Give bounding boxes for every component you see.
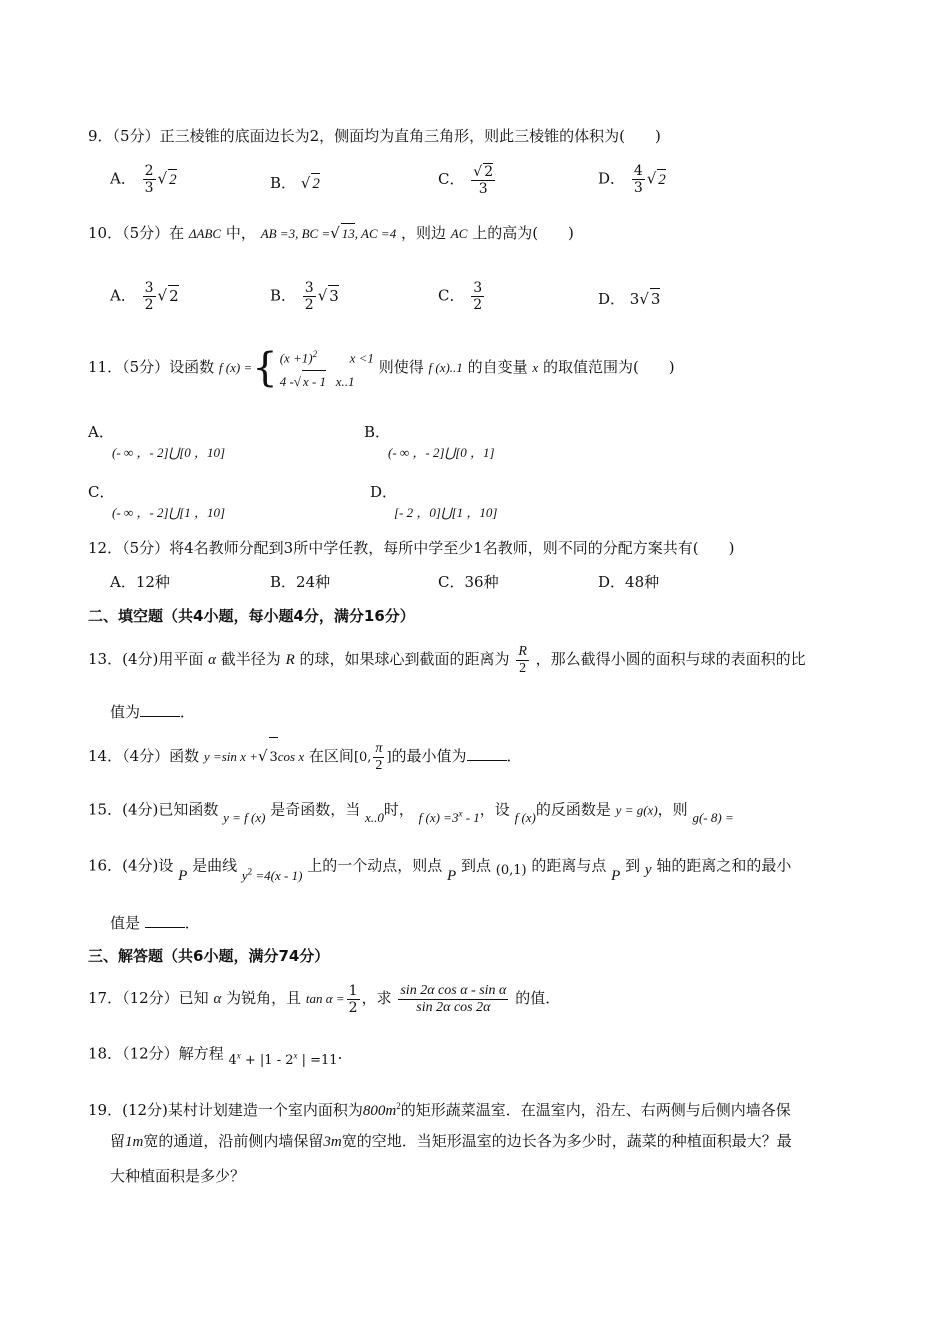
condition: x..0 (365, 810, 384, 826)
question-18-stem: 18．（12分）解方程 $4^x + |1 - 2^x$ | =11． (88, 1044, 353, 1069)
section-2-heading: 二、填空题（共4小题，每小题4分，满分16分） (88, 607, 415, 625)
question-17-stem (88, 978, 560, 1019)
variable: α (213, 991, 222, 1007)
text: 值为 (110, 703, 141, 721)
denominator: sin 2α cos 2α (416, 999, 491, 1015)
option-label: B． (364, 423, 391, 441)
fraction: $\frac{4}{3}$ (633, 163, 643, 196)
q9-option-c (438, 163, 497, 197)
text: 为锐角，且 (226, 989, 302, 1007)
text: 14．（4分）函数 (88, 747, 200, 765)
fraction (398, 983, 508, 1016)
text: 时， (383, 800, 414, 819)
option-label: D． (598, 169, 626, 188)
answer-blank[interactable] (140, 702, 180, 717)
interval: [0, (353, 750, 372, 765)
question-13-stem (88, 640, 806, 679)
q11-option-b (364, 422, 495, 463)
inequality: f (x)..1 (428, 360, 463, 375)
text: 轴的距离之和的最小 (656, 856, 792, 875)
width: 1m (125, 1134, 144, 1150)
expression: f (x) (514, 810, 536, 826)
question-11-stem (88, 342, 675, 393)
fraction: $\frac{√ 2}{3}$ (473, 164, 494, 197)
text: ，那么截得小圆的面积与球的表面积的比 (535, 650, 806, 668)
text: 宽的空地．当矩形温室的边长各为多少时，蔬菜的种植面积最大？最 (341, 1132, 792, 1150)
condition: , AC =4 (354, 226, 397, 241)
function-name: f (x) = (218, 360, 253, 375)
fraction: $\frac{3}{2}$ (144, 280, 154, 313)
option-value: (- ∞ ，- 2]⋃[0 ，1] (388, 445, 495, 460)
area: 800m (362, 1103, 397, 1119)
option-value: (- ∞ ，- 2]⋃[1 ，10] (112, 505, 226, 520)
expression: =4(x - 1) (252, 868, 303, 884)
text: 在区间 (308, 747, 354, 765)
text: 留 (110, 1132, 126, 1150)
option-value: (- ∞ ，- 2]⋃[0 ，10] (112, 445, 226, 460)
q11-option-c (88, 482, 225, 523)
case-2-condition: x..1 (335, 373, 355, 389)
axis-label: y (644, 862, 652, 879)
text: 大种植面积是多少？ (110, 1167, 246, 1185)
radicand: 13 (341, 223, 355, 244)
q12-option-b (270, 572, 330, 592)
text: ． (184, 914, 200, 932)
expression: - 1 (462, 810, 480, 826)
q10-option-b: B． $\frac{3}{2}$ √ 3 (270, 280, 339, 313)
fraction: $\frac{2}{3}$ (144, 163, 154, 196)
text: 的距离与点 (531, 856, 607, 875)
section-3-heading: 三、解答题（共6小题，满分74分） (88, 947, 330, 965)
q11-option-d (370, 482, 497, 523)
option-label: D． (370, 483, 398, 501)
text: 的值． (515, 989, 561, 1007)
text: 的反函数是 (535, 800, 611, 819)
question-12-text: 12．（5分）将4名教师分配到3所中学任教，每所中学至少1名教师，则不同的分配方案共有( ) (88, 539, 735, 557)
text: 宽的通道，沿前侧内墙保留 (143, 1132, 324, 1150)
text: 的球，如果球心到截面的距离为 (299, 650, 510, 668)
q9-option-a: A． $\frac{2}{3}$ √ 2 (110, 163, 177, 196)
fraction: $\frac{3}{2}$ (473, 280, 483, 313)
point-label: P (178, 868, 188, 885)
case-1-condition: x <1 (349, 350, 374, 366)
option-label: C． (88, 483, 115, 501)
width: 3m (323, 1134, 342, 1150)
question-13-line-2 (110, 702, 195, 722)
text: ． (180, 703, 196, 721)
text: ，设 (479, 800, 510, 819)
point: (0,1) (495, 863, 527, 879)
question-15-stem: 15．(4分)已知函数 y = f (x) 是奇函数，当 x..0时， f $(x) =3^x - 1$，设 f (x)的反函数是 y = g(x)，则 g(- 8) = (88, 800, 734, 826)
text: 到点 (460, 856, 491, 875)
text: ． (337, 1044, 353, 1063)
option-label: C． (438, 170, 465, 188)
expression: | =11 (297, 1053, 338, 1069)
question-19-line-2 (110, 1131, 792, 1152)
condition: AB =3, BC = (260, 226, 331, 241)
text: 17．（12分）已知 (88, 989, 209, 1007)
q9-option-b: B． √ 2 (270, 174, 320, 192)
variable: α (208, 652, 216, 668)
option-text: A．12种 (110, 573, 170, 591)
text: 15．(4分)已知函数 (88, 800, 219, 819)
question-19-line-1: 19．(12分)某村计划建造一个室内面积为$800m^2$的矩形蔬菜温室．在温室内，沿左、右两侧与后侧内墙各保 (88, 1101, 791, 1119)
option-text: D．48种 (598, 573, 660, 591)
q12-option-c (438, 572, 499, 592)
option-label: A． (110, 169, 136, 188)
expression: y = f (x) (223, 810, 266, 826)
text: 到 (625, 856, 641, 875)
text: 13．(4分)用平面 (88, 650, 204, 668)
expression: f (x) =3 (418, 810, 459, 826)
text: 11．（5分）设函数 (88, 358, 215, 376)
expression: cos x (277, 749, 305, 764)
expression: 4 (228, 1053, 237, 1069)
point-label: P (611, 868, 621, 885)
q10-option-c: C． $\frac{3}{2}$ (438, 280, 483, 313)
case-1: (x +1) (279, 350, 313, 366)
case-2: 4 - (279, 373, 294, 389)
expression: y = g(x) (615, 802, 658, 818)
question-16-line-2 (110, 913, 200, 933)
question-9-stem (88, 126, 661, 146)
q12-option-d (598, 572, 659, 592)
q11-option-a (88, 422, 225, 463)
radicand: x - 1 (302, 370, 326, 393)
q12-option-a (110, 572, 170, 592)
text: 的取值范围为( ) (542, 358, 675, 376)
text: 的自变量 (467, 358, 528, 376)
text: 是奇函数，当 (270, 800, 361, 819)
text: 的矩形蔬菜温室．在温室内，沿左、右两侧与后侧内墙各保 (400, 1101, 791, 1119)
point-label: P (447, 868, 457, 885)
text: 18．（12分）解方程 (88, 1044, 224, 1063)
text: 上的一个动点，则点 (307, 856, 443, 875)
option-text: C．36种 (438, 573, 499, 591)
expression: + |1 - 2 (240, 1053, 294, 1069)
text: 是曲线 (192, 856, 238, 875)
option-text: B．24种 (270, 573, 331, 591)
text: 值是 (110, 914, 145, 932)
variable: R (285, 652, 295, 668)
expression: tan α = (305, 991, 345, 1006)
text: ，求 (361, 989, 392, 1007)
text: 截半径为 (220, 650, 281, 668)
variable: x (532, 360, 539, 375)
text: 的最小值为 (391, 747, 467, 765)
answer-blank[interactable] (145, 913, 185, 928)
answer-blank[interactable] (467, 746, 507, 761)
expression: y (241, 868, 248, 884)
option-value: [- 2 ，0]⋃[1 ，10] (394, 505, 498, 520)
question-10-stem: 10．（5分）在 ΔABC 中， AB =3, BC =√ 13, AC =4 ，则边 AC 上的高为( ) (88, 224, 574, 242)
option-label: B． (270, 174, 297, 192)
fraction: $\frac{1}{2}$ (348, 982, 358, 1016)
text: ，则 (657, 800, 688, 819)
question-19-line-3 (110, 1166, 245, 1186)
piecewise-function: f (x) = { $(x +1)^2$ x <1 4 -√ x - 1 x..1 (218, 345, 374, 391)
text: 上的高为( ) (472, 224, 574, 242)
text: ，则边 (400, 224, 446, 242)
option-label: A． (88, 423, 114, 441)
fraction: $\frac{\pi}{2}$ (375, 740, 383, 773)
question-9-text: 9．（5分）正三棱锥的底面边长为2，侧面均为直角三角形，则此三棱锥的体积为( ) (88, 127, 661, 145)
expression: g(- 8) = (692, 810, 734, 826)
text: 10．（5分）在 (88, 224, 185, 242)
triangle-label: ΔABC (188, 226, 222, 241)
expression: y =sin x + (203, 749, 258, 764)
side-label: AC (450, 226, 468, 241)
fraction: $\frac{R}{2}$ (518, 643, 527, 676)
text: 16．(4分)设 (88, 856, 174, 875)
interval: ] (386, 750, 392, 765)
radicand: 3 (269, 737, 278, 778)
text: ． (506, 747, 522, 765)
question-16-stem: 16．(4分)设 P 是曲线 $y^2 =4(x - 1)$ 上的一个动点，则点 P 到点 (0,1) 的距离与点 P 到 y 轴的距离之和的最小 (88, 856, 792, 885)
q10-option-a: A． $\frac{3}{2}$ √ 2 (110, 280, 179, 313)
q10-option-d: D． 3√ 3 (598, 290, 661, 308)
q9-option-d: D． $\frac{4}{3}$ √ 2 (598, 163, 666, 196)
fraction: $\frac{3}{2}$ (304, 280, 314, 313)
numerator: sin 2α cos α - sin α (400, 982, 507, 998)
text: 中， (225, 224, 256, 242)
text: 19．(12分)某村计划建造一个室内面积为 (88, 1101, 363, 1119)
question-12-stem (88, 538, 734, 558)
question-14-stem: 14．（4分）函数 y =sin x +√ 3cos x 在区间[0, $\frac{\pi}{2}$ ]的最小值为 ． (88, 736, 522, 778)
text: 则使得 (378, 358, 424, 376)
